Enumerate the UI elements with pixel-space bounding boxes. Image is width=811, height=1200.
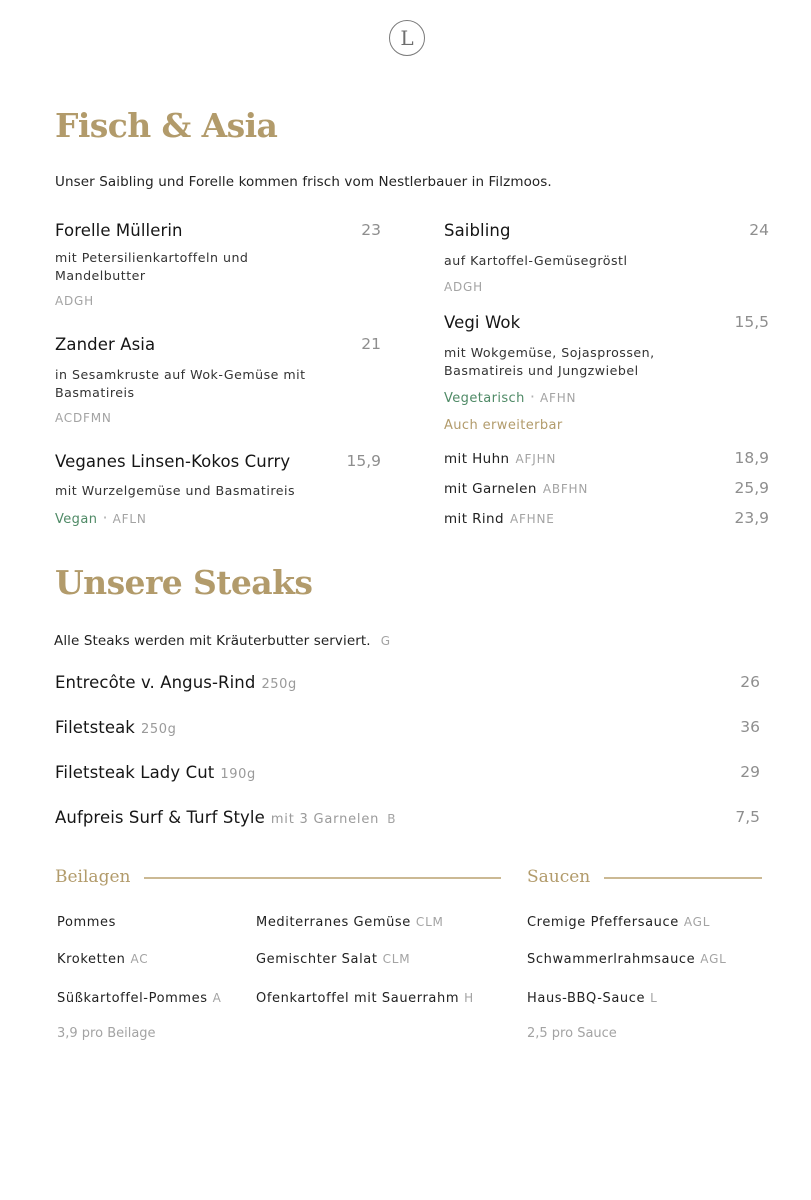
- logo-letter: L: [400, 26, 414, 50]
- dish-allergens: ADGH: [55, 294, 94, 308]
- side-allergens: H: [464, 991, 474, 1005]
- dish-description: mit Wurzelgemüse und Basmatireis: [55, 483, 296, 498]
- dish-allergens: AFHN: [540, 391, 577, 405]
- extension-price: 18,9: [734, 449, 769, 467]
- sauce-name: Schwammerlrahmsauce: [527, 952, 696, 967]
- steak-item: [55, 808, 396, 827]
- dish-name: Veganes Linsen-Kokos Curry: [55, 452, 291, 471]
- dish-name: Vegi Wok: [444, 313, 521, 332]
- side-name: Ofenkartoffel mit Sauerrahm: [256, 991, 460, 1006]
- dish-allergens: AFLN: [112, 512, 147, 526]
- steaks-intro-text: Alle Steaks werden mit Kräuterbutter serviert.: [54, 633, 371, 649]
- steak-weight: 190g: [220, 767, 256, 782]
- steak-extra: mit 3 Garnelen: [270, 812, 380, 827]
- side-item: [256, 948, 410, 967]
- beilagen-divider: [135, 877, 501, 879]
- steaks-intro: [54, 630, 391, 649]
- section-title-steaks: Unsere Steaks: [55, 563, 313, 602]
- extension-name: mit Rind: [444, 511, 504, 527]
- steak-name: Entrecôte v. Angus-Rind: [55, 673, 256, 692]
- sauce-name: Haus-BBQ-Sauce: [527, 991, 646, 1006]
- side-name: Mediterranes Gemüse: [256, 915, 411, 930]
- steak-item: [55, 763, 256, 782]
- steak-name: Filetsteak Lady Cut: [55, 763, 215, 782]
- dish-description: auf Kartoffel-Gemüsegröstl: [444, 253, 628, 268]
- saucen-divider: [596, 877, 762, 879]
- extension-name: mit Huhn: [444, 451, 510, 467]
- extension-allergens: AFHNE: [509, 512, 555, 526]
- side-item: [256, 987, 474, 1006]
- sauce-item: [527, 911, 710, 930]
- saucen-price-note: 2,5 pro Sauce: [527, 1026, 617, 1041]
- extension-price: 25,9: [734, 479, 769, 497]
- steak-price: 36: [740, 718, 760, 736]
- steaks-intro-allergen: G: [380, 634, 391, 648]
- dish-tag-line: [55, 508, 147, 527]
- steak-item: [55, 718, 176, 737]
- steak-allergen: B: [387, 812, 397, 826]
- beilagen-title: Beilagen: [55, 867, 144, 887]
- side-allergens: A: [212, 991, 222, 1005]
- dish-price: 24: [749, 221, 769, 239]
- dish-allergens: ADGH: [444, 280, 483, 294]
- side-allergens: CLM: [415, 915, 444, 929]
- sauce-allergens: L: [650, 991, 658, 1005]
- side-name: Pommes: [57, 915, 117, 930]
- restaurant-logo: [389, 20, 425, 56]
- vegan-tag: Vegan: [55, 512, 98, 527]
- steak-item: [55, 673, 297, 692]
- extension-allergens: AFJHN: [515, 452, 557, 466]
- dish-price: 23: [361, 221, 381, 239]
- sauce-item: [527, 948, 727, 967]
- sauce-item: [527, 987, 658, 1006]
- extension-item: [444, 478, 588, 497]
- extension-allergens: ABFHN: [542, 482, 589, 496]
- extension-item: [444, 508, 555, 527]
- beilagen-price-note: 3,9 pro Beilage: [57, 1026, 156, 1041]
- steak-weight: 250g: [261, 677, 297, 692]
- side-name: Gemischter Salat: [256, 952, 378, 967]
- dish-price: 15,5: [734, 313, 769, 331]
- dish-name: Saibling: [444, 221, 511, 240]
- extension-name: mit Garnelen: [444, 481, 537, 497]
- dish-allergens: ACDFMN: [55, 411, 112, 425]
- steak-price: 7,5: [735, 808, 760, 826]
- side-allergens: AC: [130, 952, 149, 966]
- dish-description: mit Petersilienkartoffeln und Mandelbutter: [55, 250, 249, 283]
- side-item: [256, 911, 444, 930]
- extension-item: [444, 448, 556, 467]
- section-title-fisch-asia: Fisch & Asia: [55, 106, 278, 145]
- side-item: [57, 948, 148, 967]
- side-allergens: CLM: [382, 952, 411, 966]
- extension-price: 23,9: [734, 509, 769, 527]
- steak-name: Filetsteak: [55, 718, 135, 737]
- dish-description: mit Wokgemüse, Sojasprossen, Basmatireis und Jungzwiebel: [444, 345, 655, 378]
- sauce-allergens: AGL: [700, 952, 727, 966]
- side-item: [57, 911, 116, 930]
- dish-price: 21: [361, 335, 381, 353]
- vegetarian-tag: Vegetarisch: [444, 391, 525, 406]
- sauce-allergens: AGL: [683, 915, 711, 929]
- separator-dot: ·: [102, 508, 108, 527]
- dish-description: in Sesamkruste auf Wok-Gemüse mit Basmatireis: [55, 367, 306, 400]
- steak-price: 29: [740, 763, 760, 781]
- side-name: Kroketten: [57, 952, 126, 967]
- dish-tag-line: [444, 387, 576, 406]
- steak-weight: 250g: [140, 722, 177, 737]
- fisch-intro: Unser Saibling und Forelle kommen frisch vom Nestlerbauer in Filzmoos.: [55, 174, 552, 190]
- steak-price: 26: [740, 673, 760, 691]
- dish-name: Forelle Müllerin: [55, 221, 183, 240]
- side-item: [57, 987, 222, 1006]
- separator-dot: ·: [529, 387, 535, 406]
- dish-name: Zander Asia: [55, 335, 156, 354]
- side-name: Süßkartoffel-Pommes: [57, 991, 208, 1006]
- extension-label: Auch erweiterbar: [444, 418, 563, 433]
- dish-price: 15,9: [346, 452, 381, 470]
- sauce-name: Cremige Pfeffersauce: [527, 915, 679, 930]
- steak-name: Aufpreis Surf & Turf Style: [55, 808, 265, 827]
- saucen-title: Saucen: [527, 867, 604, 887]
